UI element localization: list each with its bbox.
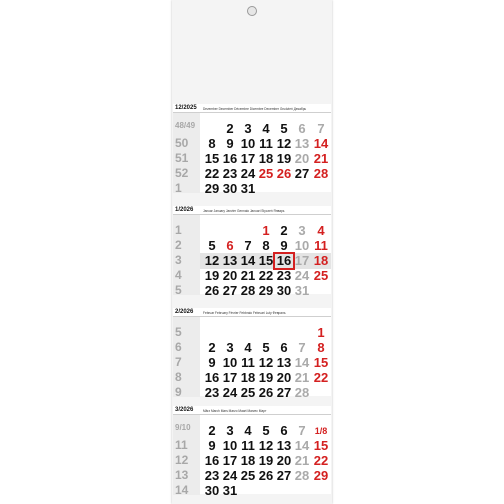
day-cell: 6 — [280, 340, 288, 355]
day-cell: 9 — [208, 438, 216, 453]
month-header — [173, 308, 331, 317]
day-cell: 11 — [241, 355, 255, 370]
month-header — [173, 406, 331, 415]
week-number: 5 — [175, 283, 182, 297]
day-cell: 19 — [276, 151, 292, 166]
day-cell: 28 — [294, 468, 310, 483]
day-cell: 3 — [226, 340, 234, 355]
hanging-hole-icon — [247, 6, 257, 16]
month-header — [173, 206, 331, 215]
week-number: 4 — [175, 268, 182, 282]
week-number: 9 — [175, 385, 182, 399]
day-cell: 18 — [240, 370, 256, 385]
day-cell: 9 — [226, 136, 234, 151]
day-cell: 12 — [276, 136, 292, 151]
day-cell: 25 — [258, 166, 274, 181]
day-cell: 21 — [294, 453, 310, 468]
day-cell: 5 — [280, 121, 288, 136]
day-cell: 4 — [244, 340, 252, 355]
day-cell: 2 — [280, 223, 288, 238]
month-names: Februar February Février Febbraio Februari Luty Февраль — [203, 311, 286, 315]
day-cell: 5 — [208, 238, 216, 253]
day-cell: 18 — [313, 253, 329, 268]
day-cell: 12 — [258, 438, 274, 453]
week-number: 12 — [175, 453, 189, 467]
day-cell: 4 — [317, 223, 325, 238]
month-names: Dezember December Décembre Dicembre December Grudzień Декабрь — [203, 107, 307, 111]
day-cell: 31 — [294, 283, 310, 298]
month-code: 1/2026 — [175, 207, 194, 213]
day-cell: 25 — [240, 385, 256, 400]
day-cell: 14 — [313, 136, 329, 151]
week-number: 52 — [175, 166, 189, 180]
day-cell: 24 — [240, 166, 256, 181]
day-cell: 27 — [294, 166, 310, 181]
month-code: 3/2026 — [175, 407, 194, 413]
day-cell: 10 — [240, 136, 256, 151]
day-cell: 20 — [276, 453, 292, 468]
day-cell: 24 — [222, 468, 238, 483]
day-cell: 23 — [204, 468, 220, 483]
day-cell: 7 — [317, 121, 325, 136]
day-cell: 16 — [222, 151, 238, 166]
week-number: 3 — [175, 253, 182, 267]
day-cell: 27 — [276, 468, 292, 483]
day-cell: 13 — [222, 253, 238, 268]
week-number: 14 — [175, 483, 189, 497]
day-cell: 4 — [244, 423, 252, 438]
day-cell: 3 — [226, 423, 234, 438]
day-cell: 28 — [313, 166, 329, 181]
month-names: Januar January Janvier Gennaio Januari Styczeń Январь — [203, 209, 285, 213]
day-cell: 10 — [222, 355, 238, 370]
day-cell: 24 — [222, 385, 238, 400]
day-cell: 13 — [294, 136, 310, 151]
day-cell: 23 — [204, 385, 220, 400]
week-number: 8 — [175, 370, 182, 384]
week-number: 6 — [175, 340, 182, 354]
day-cell: 1 — [317, 325, 325, 340]
day-cell: 23 — [222, 166, 238, 181]
day-cell: 2 — [208, 340, 216, 355]
month-code: 12/2025 — [175, 105, 197, 111]
week-number: 2 — [175, 238, 182, 252]
week-number: 50 — [175, 136, 189, 150]
week-number: 1 — [175, 223, 182, 237]
day-cell: 6 — [298, 121, 306, 136]
day-cell: 26 — [258, 468, 274, 483]
day-cell: 6 — [226, 238, 234, 253]
day-cell: 11 — [314, 238, 328, 253]
month-block — [173, 308, 331, 400]
day-cell: 8 — [262, 238, 270, 253]
day-cell: 8 — [317, 340, 325, 355]
day-cell: 25 — [313, 268, 329, 283]
day-cell: 30 — [276, 283, 292, 298]
day-cell: 5 — [262, 423, 270, 438]
week-number: 13 — [175, 468, 189, 482]
day-cell: 14 — [294, 355, 310, 370]
day-cell: 18 — [258, 151, 274, 166]
day-cell: 25 — [240, 468, 256, 483]
day-cell: 22 — [313, 453, 329, 468]
month-header — [173, 104, 331, 113]
month-block — [173, 104, 331, 196]
week-number: 5 — [175, 325, 182, 339]
day-cell: 15 — [258, 253, 274, 268]
day-cell: 2 — [226, 121, 234, 136]
day-cell: 6 — [280, 423, 288, 438]
day-cell: 13 — [276, 355, 292, 370]
month-block — [173, 206, 331, 298]
day-cell: 21 — [294, 370, 310, 385]
week-number: 11 — [175, 438, 188, 452]
day-cell: 20 — [276, 370, 292, 385]
day-cell: 30 — [222, 181, 238, 196]
day-cell: 22 — [204, 166, 220, 181]
day-cell: 28 — [240, 283, 256, 298]
day-cell: 15 — [313, 355, 329, 370]
day-cell: 26 — [276, 166, 292, 181]
day-cell: 17 — [240, 151, 256, 166]
day-cell: 1 — [262, 223, 270, 238]
day-cell: 23 — [276, 268, 292, 283]
day-cell: 26 — [204, 283, 220, 298]
week-number: 7 — [175, 355, 182, 369]
day-cell: 18 — [240, 453, 256, 468]
day-cell: 17 — [222, 370, 238, 385]
day-cell: 12 — [204, 253, 220, 268]
day-cell: 29 — [204, 181, 220, 196]
week-number: 9/10 — [175, 423, 191, 432]
day-cell: 10 — [294, 238, 310, 253]
day-cell: 13 — [276, 438, 292, 453]
day-cell: 17 — [222, 453, 238, 468]
day-cell: 30 — [204, 483, 220, 498]
day-cell: 16 — [204, 453, 220, 468]
day-cell: 24 — [294, 268, 310, 283]
day-cell: 22 — [313, 370, 329, 385]
month-code: 2/2026 — [175, 309, 194, 315]
day-cell: 27 — [222, 283, 238, 298]
day-cell: 19 — [204, 268, 220, 283]
day-cell: 3 — [244, 121, 252, 136]
day-cell: 4 — [262, 121, 270, 136]
day-cell: 16 — [204, 370, 220, 385]
day-cell: 11 — [259, 136, 273, 151]
day-cell: 29 — [258, 283, 274, 298]
day-cell: 5 — [262, 340, 270, 355]
day-cell: 21 — [240, 268, 256, 283]
week-number: 1 — [175, 181, 182, 195]
day-cell: 28 — [294, 385, 310, 400]
day-cell: 14 — [294, 438, 310, 453]
day-cell: 22 — [258, 268, 274, 283]
today-marker: 16 — [276, 253, 292, 268]
day-cell: 31 — [222, 483, 238, 498]
month-names: März March Mars Marzo Maart Marzec Март — [203, 409, 267, 413]
week-number: 48/49 — [175, 121, 196, 130]
day-cell: 14 — [240, 253, 256, 268]
day-cell: 21 — [313, 151, 329, 166]
day-cell: 1/8 — [314, 426, 328, 436]
day-cell: 27 — [276, 385, 292, 400]
month-block — [173, 406, 331, 498]
day-cell: 9 — [208, 355, 216, 370]
day-cell: 19 — [258, 370, 274, 385]
day-cell: 31 — [240, 181, 256, 196]
week-number: 51 — [175, 151, 189, 165]
day-cell: 29 — [313, 468, 329, 483]
day-cell: 3 — [298, 223, 306, 238]
day-cell: 20 — [294, 151, 310, 166]
day-cell: 11 — [241, 438, 255, 453]
day-cell: 17 — [294, 253, 310, 268]
day-cell: 15 — [204, 151, 220, 166]
day-cell: 8 — [208, 136, 216, 151]
day-cell: 7 — [244, 238, 252, 253]
day-cell: 7 — [298, 340, 306, 355]
day-cell: 2 — [208, 423, 216, 438]
day-cell: 7 — [298, 423, 306, 438]
day-cell: 26 — [258, 385, 274, 400]
day-cell: 12 — [258, 355, 274, 370]
day-cell: 20 — [222, 268, 238, 283]
day-cell: 15 — [313, 438, 329, 453]
day-cell: 19 — [258, 453, 274, 468]
day-cell: 10 — [222, 438, 238, 453]
day-cell: 9 — [280, 238, 288, 253]
